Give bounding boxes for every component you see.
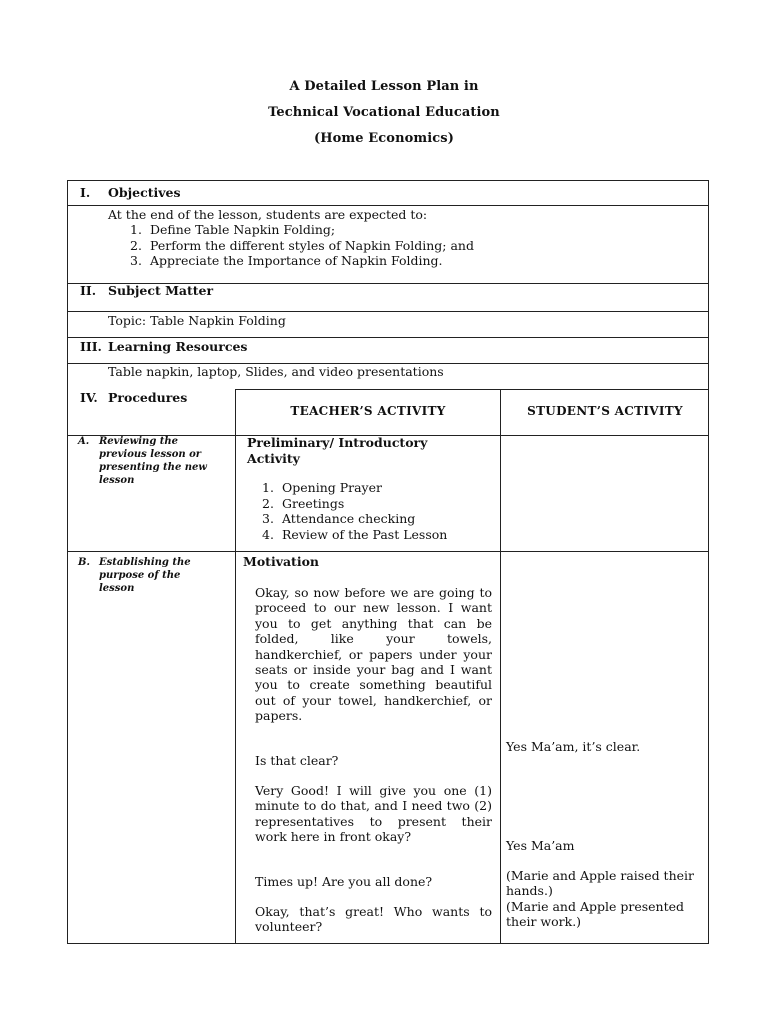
- column-divider: [500, 389, 501, 944]
- title-line-3: (Home Economics): [314, 131, 454, 146]
- student-response: (Marie and Apple presented their work.): [506, 899, 685, 930]
- rule: [68, 337, 708, 338]
- learning-resources-heading: Learning Resources: [108, 339, 248, 354]
- teacher-activity-header: TEACHER’S ACTIVITY: [290, 404, 446, 418]
- list-item: 3. Appreciate the Importance of Napkin Folding.: [130, 253, 443, 268]
- preliminary-activity-title: Preliminary/ Introductory Activity: [247, 435, 428, 466]
- rule: [235, 389, 709, 390]
- rule: [68, 551, 708, 552]
- teacher-paragraph: Very Good! I will give you one (1) minute to do that, and I need two (2) representatives to present their work here in front okay?: [255, 783, 492, 845]
- teacher-paragraph: Okay, that’s great! Who wants to volunteer?: [255, 904, 492, 935]
- rule: [68, 205, 708, 206]
- subject-matter-heading: Subject Matter: [108, 283, 214, 298]
- title-line-1: A Detailed Lesson Plan in: [289, 79, 479, 94]
- document-title: [0, 78, 768, 156]
- procedure-letter: B.: [78, 557, 90, 568]
- student-activity-header: STUDENT’S ACTIVITY: [527, 404, 683, 418]
- lesson-plan-table: [67, 180, 709, 944]
- teacher-paragraph: Okay, so now before we are going to proceed to our new lesson. I want you to get anything that can be folded, like your towels, handkerchief, or papers under your seats or inside your bag and I want you to create something beautiful out of your towel, handkerchief, or papers.: [255, 585, 492, 724]
- objectives-intro: At the end of the lesson, students are expected to:: [108, 207, 428, 222]
- list-item: 4. Review of the Past Lesson: [262, 526, 448, 542]
- student-response: Yes Ma’am: [506, 838, 575, 853]
- section-numeral: II.: [80, 283, 97, 298]
- section-numeral: IV.: [80, 390, 98, 405]
- student-response: (Marie and Apple raised their hands.): [506, 868, 695, 899]
- procedure-b-label: B. Establishing the purpose of the lesson: [78, 557, 191, 594]
- motivation-title: Motivation: [243, 554, 320, 569]
- list-item: 2. Perform the different styles of Napkin Folding; and: [130, 237, 474, 253]
- teacher-paragraph: Is that clear?: [255, 753, 339, 768]
- topic-text: Topic: Table Napkin Folding: [108, 313, 286, 328]
- list-item: 1. Define Table Napkin Folding;: [130, 222, 336, 237]
- resources-text: Table napkin, laptop, Slides, and video presentations: [108, 364, 444, 379]
- objectives-list: [130, 222, 474, 269]
- section-numeral: I.: [80, 185, 91, 200]
- list-item: 2. Greetings: [262, 495, 345, 511]
- procedure-letter: A.: [78, 436, 90, 447]
- column-divider: [235, 389, 236, 944]
- procedures-heading: Procedures: [108, 390, 188, 405]
- rule: [68, 311, 708, 312]
- list-item: 3. Attendance checking: [262, 511, 416, 526]
- objectives-heading: Objectives: [108, 185, 181, 200]
- section-numeral: III.: [80, 339, 102, 354]
- student-response: Yes Ma’am, it’s clear.: [506, 739, 641, 754]
- preliminary-activity-list: [262, 480, 447, 542]
- title-line-2: Technical Vocational Education: [268, 105, 500, 120]
- procedure-a-label: A. Reviewing the previous lesson or presenting the new lesson: [78, 436, 208, 486]
- teacher-paragraph: Times up! Are you all done?: [255, 874, 433, 889]
- list-item: 1. Opening Prayer: [262, 480, 382, 495]
